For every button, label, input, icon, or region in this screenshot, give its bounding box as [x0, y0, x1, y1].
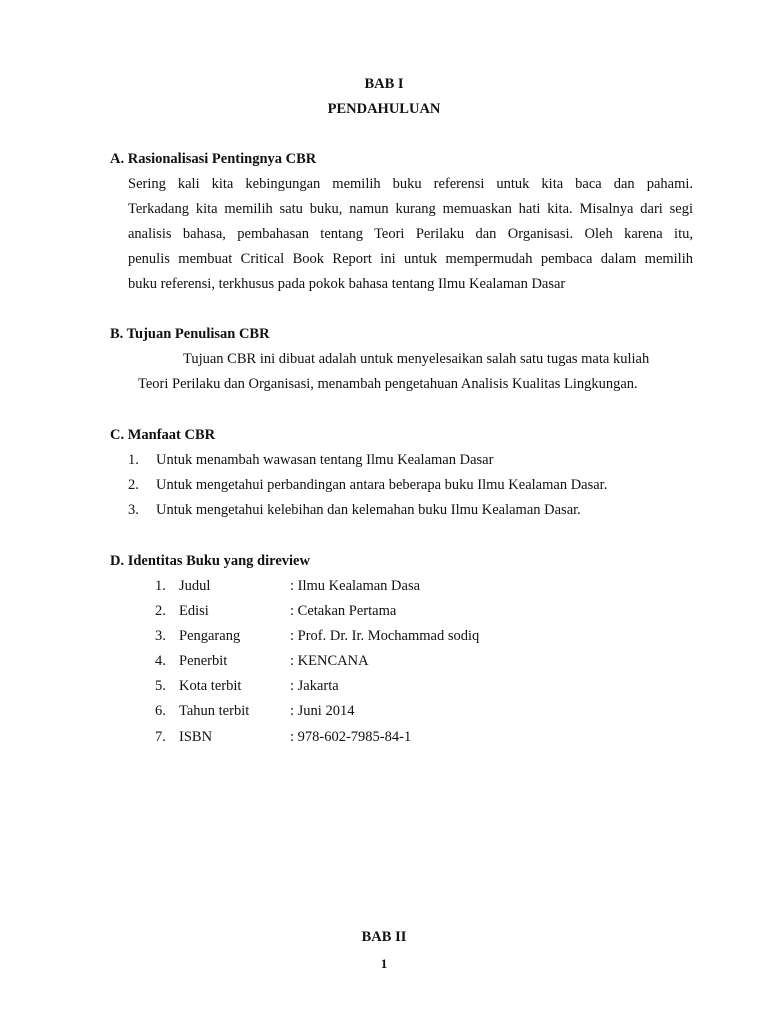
- chapter-title: BAB I: [364, 76, 404, 92]
- identity-number: 7.: [155, 729, 166, 745]
- list-item-text: Untuk menambah wawasan tentang Ilmu Kealaman Dasar: [156, 452, 494, 468]
- paragraph-line: Terkadang kita memilih satu buku, namun kurang memuaskan hati kita. Misalnya dari segi: [128, 201, 693, 217]
- page-number: 1: [380, 956, 388, 971]
- section-a-heading: A. Rasionalisasi Pentingnya CBR: [110, 151, 317, 167]
- paragraph-line: Sering kali kita kebingungan memilih buku referensi untuk kita baca dan pahami.: [128, 176, 693, 192]
- identity-number: 3.: [155, 628, 166, 644]
- paragraph-line: Teori Perilaku dan Organisasi, menambah pengetahuan Analisis Kualitas Lingkungan.: [138, 376, 638, 392]
- identity-value: : KENCANA: [290, 653, 369, 669]
- list-item-number: 2.: [128, 477, 139, 493]
- identity-number: 6.: [155, 703, 166, 719]
- identity-label: ISBN: [179, 729, 213, 745]
- paragraph-line: Tujuan CBR ini dibuat adalah untuk menyelesaikan salah satu tugas mata kuliah: [183, 351, 650, 367]
- identity-number: 2.: [155, 603, 166, 619]
- identity-value: : 978-602-7985-84-1: [290, 729, 412, 745]
- next-chapter-title: BAB II: [361, 929, 407, 945]
- identity-label: Pengarang: [179, 628, 241, 644]
- paragraph-line: analisis bahasa, pembahasan tentang Teori Perilaku dan Organisasi. Oleh karena itu,: [128, 226, 693, 242]
- list-item-number: 3.: [128, 502, 139, 518]
- identity-value: : Juni 2014: [290, 703, 355, 719]
- identity-number: 5.: [155, 678, 166, 694]
- list-item-text: Untuk mengetahui kelebihan dan kelemahan buku Ilmu Kealaman Dasar.: [156, 502, 581, 518]
- section-c-heading: C. Manfaat CBR: [110, 427, 216, 443]
- identity-label: Edisi: [179, 603, 209, 619]
- identity-value: : Cetakan Pertama: [290, 603, 397, 619]
- list-item-number: 1.: [128, 452, 139, 468]
- chapter-subtitle: PENDAHULUAN: [327, 101, 441, 117]
- identity-label: Penerbit: [179, 653, 228, 669]
- identity-value: : Prof. Dr. Ir. Mochammad sodiq: [290, 628, 480, 644]
- identity-number: 4.: [155, 653, 166, 669]
- paragraph-line: buku referensi, terkhusus pada pokok bahasa tentang Ilmu Kealaman Dasar: [128, 276, 566, 292]
- identity-value: : Ilmu Kealaman Dasa: [290, 578, 421, 594]
- identity-number: 1.: [155, 578, 166, 594]
- identity-value: : Jakarta: [290, 678, 339, 694]
- identity-label: Kota terbit: [179, 678, 242, 694]
- list-item-text: Untuk mengetahui perbandingan antara beberapa buku Ilmu Kealaman Dasar.: [156, 477, 608, 493]
- section-a-paragraph: [128, 176, 693, 301]
- section-d-heading: D. Identitas Buku yang direview: [110, 553, 310, 569]
- identity-label: Tahun terbit: [179, 703, 250, 719]
- section-b-heading: B. Tujuan Penulisan CBR: [110, 326, 270, 342]
- paragraph-line: penulis membuat Critical Book Report ini untuk mempermudah pembaca dalam memilih: [128, 251, 693, 267]
- identity-label: Judul: [179, 578, 211, 594]
